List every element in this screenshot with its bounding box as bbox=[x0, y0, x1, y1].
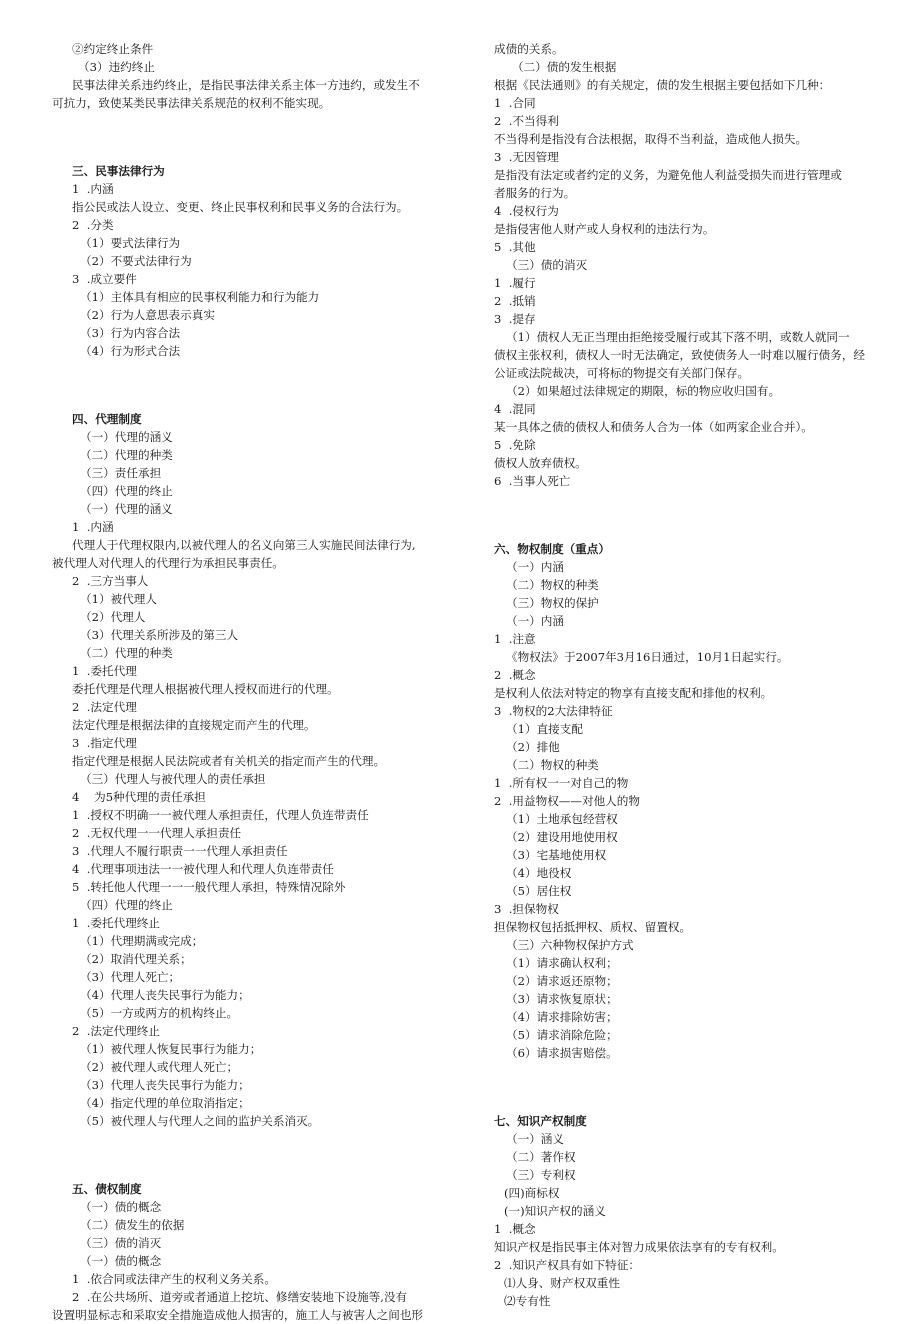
text-line: （3）代理关系所涉及的第三人 bbox=[80, 628, 239, 642]
text-line: （2）取消代理关系； bbox=[80, 952, 192, 966]
text-line: 成债的关系。 bbox=[494, 42, 564, 56]
text-line: 不当得利是指没有合法根据，取得不当利益，造成他人损失。 bbox=[494, 132, 808, 146]
text-line: 2 .不当得利 bbox=[494, 114, 559, 128]
text-line: 4 为5种代理的责任承担 bbox=[72, 790, 206, 804]
text-line: 1 .内涵 bbox=[72, 182, 114, 196]
blank-line bbox=[52, 128, 464, 146]
text-line: 2 .知识产权具有如下特征： bbox=[494, 1258, 640, 1272]
text-line: （一）涵义 bbox=[506, 1132, 564, 1146]
text-line: 4 .代理事项违法一一被代理人和代理人负连带责任 bbox=[72, 862, 334, 876]
text-line: 是指侵害他人财产或人身权利的违法行为。 bbox=[494, 222, 715, 236]
section-heading: 四、代理制度 bbox=[72, 412, 142, 426]
left-column bbox=[52, 40, 464, 1324]
text-line: （三）责任承担 bbox=[80, 466, 162, 480]
text-line: 4 .混同 bbox=[494, 402, 536, 416]
text-line: （一）代理的涵义 bbox=[80, 502, 173, 516]
text-line: （二）债发生的依据 bbox=[80, 1218, 185, 1232]
text-line: 是指没有法定或者约定的义务，为避免他人利益受损失而进行管理或 bbox=[494, 168, 842, 182]
text-line: （3）请求恢复原状； bbox=[506, 992, 618, 1006]
text-line: （1）直接支配 bbox=[506, 722, 583, 736]
text-line: 6 .当事人死亡 bbox=[494, 474, 571, 488]
text-line: 公证或法院裁决，可将标的物提交有关部门保存。 bbox=[494, 366, 750, 380]
text-line: 指公民或法人设立、变更、终止民事权利和民事义务的合法行为。 bbox=[72, 200, 409, 214]
text-line: 根据《民法通则》的有关规定，债的发生根据主要包括如下几种： bbox=[494, 78, 831, 92]
text-line: （三）专利权 bbox=[506, 1168, 576, 1182]
text-line: （6）请求损害赔偿。 bbox=[506, 1046, 618, 1060]
text-line: （1）主体具有相应的民事权利能力和行为能力 bbox=[80, 290, 320, 304]
text-line: （5）请求消除危险； bbox=[506, 1028, 618, 1042]
text-line: （四）代理的终止 bbox=[80, 484, 173, 498]
text-line: （一）债的概念 bbox=[80, 1254, 162, 1268]
text-line: 债权人放弃债权。 bbox=[494, 456, 587, 470]
right-column bbox=[494, 40, 886, 1310]
text-line: 2 .法定代理终止 bbox=[72, 1024, 160, 1038]
text-line: （2）排他 bbox=[506, 740, 560, 754]
text-line: （1）土地承包经营权 bbox=[506, 812, 618, 826]
text-line: ②约定终止条件 bbox=[72, 42, 154, 56]
text-line: （1）请求确认权利； bbox=[506, 956, 618, 970]
blank-line bbox=[52, 376, 464, 394]
text-line: 1 .注意 bbox=[494, 632, 536, 646]
text-line: （5）一方或两方的机构终止。 bbox=[80, 1006, 239, 1020]
text-line: 《物权法》于2007年3月16日通过，10月1日起实行。 bbox=[506, 650, 789, 664]
text-line: 2 .在公共场所、道旁或者通道上挖坑、修缮安装地下设施等,没有 bbox=[72, 1290, 408, 1304]
text-line: 1 .委托代理终止 bbox=[72, 916, 160, 930]
section-heading: 三、民事法律行为 bbox=[72, 164, 165, 178]
text-line: 指定代理是根据人民法院或者有关机关的指定而产生的代理。 bbox=[72, 754, 386, 768]
text-line: （4）请求排除妨害； bbox=[506, 1010, 618, 1024]
text-line: 3 .指定代理 bbox=[72, 736, 137, 750]
text-line: （二）著作权 bbox=[506, 1150, 576, 1164]
text-line: （4）代理人丧失民事行为能力； bbox=[80, 988, 250, 1002]
text-line: （2）不要式法律行为 bbox=[80, 254, 192, 268]
text-line: 2 .分类 bbox=[72, 218, 114, 232]
text-line: （二）债的发生根据 bbox=[512, 60, 617, 74]
text-line: (四)商标权 bbox=[504, 1186, 560, 1200]
text-line: （5）被代理人与代理人之间的监护关系消灭。 bbox=[80, 1114, 320, 1128]
text-line: （一）内涵 bbox=[506, 614, 564, 628]
text-line: 设置明显标志和采取安全措施造成他人损害的，施工人与被害人之间也形 bbox=[52, 1308, 424, 1322]
section-heading: 七、知识产权制度 bbox=[494, 1114, 587, 1128]
text-line: （2）如果超过法律规定的期限，标的物应收归国有。 bbox=[506, 384, 781, 398]
text-line: 被代理人对代理人的代理行为承担民事责任。 bbox=[52, 556, 284, 570]
text-line: （三）物权的保护 bbox=[506, 596, 599, 610]
text-line: 2 .抵销 bbox=[494, 294, 536, 308]
text-line: 5 .免除 bbox=[494, 438, 536, 452]
text-line: （2）建设用地使用权 bbox=[506, 830, 618, 844]
text-line: （三）债的消灭 bbox=[506, 258, 588, 272]
text-line: （1）要式法律行为 bbox=[80, 236, 181, 250]
text-line: （3）行为内容合法 bbox=[80, 326, 181, 340]
text-line: 债权主张权利，债权人一时无法确定，致使债务人一时难以履行债务，经 bbox=[494, 348, 866, 362]
text-line: （三）六种物权保护方式 bbox=[506, 938, 634, 952]
section-heading: 五、债权制度 bbox=[72, 1182, 142, 1196]
text-line: ⑴人身、财产权双重性 bbox=[504, 1276, 620, 1290]
text-line: 是权利人依法对特定的物享有直接支配和排他的权利。 bbox=[494, 686, 773, 700]
text-line: 2 .三方当事人 bbox=[72, 574, 149, 588]
text-line: 1 .履行 bbox=[494, 276, 536, 290]
text-line: 知识产权是指民事主体对智力成果依法享有的专有权利。 bbox=[494, 1240, 784, 1254]
text-line: （一）代理的涵义 bbox=[80, 430, 173, 444]
text-line: （2）行为人意思表示真实 bbox=[80, 308, 215, 322]
text-line: （2）请求返还原物； bbox=[506, 974, 618, 988]
text-line: 5 .转托他人代理一一一般代理人承担，特殊情况除外 bbox=[72, 880, 346, 894]
text-line: （四）代理的终止 bbox=[80, 898, 173, 912]
text-line: 1 .依合同或法律产生的权利义务关系。 bbox=[72, 1272, 276, 1286]
text-line: （3）代理人丧失民事行为能力； bbox=[80, 1078, 250, 1092]
text-line: 1 .合同 bbox=[494, 96, 536, 110]
text-line: ⑵专有性 bbox=[504, 1294, 551, 1308]
text-line: 2 .无权代理一一代理人承担责任 bbox=[72, 826, 242, 840]
text-line: 者服务的行为。 bbox=[494, 186, 576, 200]
text-line: （4）指定代理的单位取消指定； bbox=[80, 1096, 250, 1110]
text-line: 4 .侵权行为 bbox=[494, 204, 559, 218]
text-line: （4）地役权 bbox=[506, 866, 572, 880]
text-line: （5）居住权 bbox=[506, 884, 572, 898]
text-line: （一）债的概念 bbox=[80, 1200, 162, 1214]
text-line: 1 .委托代理 bbox=[72, 664, 137, 678]
text-line: 3 .代理人不履行职责一一代理人承担责任 bbox=[72, 844, 288, 858]
text-line: 2 .法定代理 bbox=[72, 700, 137, 714]
blank-line bbox=[494, 1078, 886, 1096]
text-line: 民事法律关系违约终止，是指民事法律关系主体一方违约，或发生不 bbox=[72, 78, 420, 92]
section-heading: 六、物权制度（重点） bbox=[494, 542, 610, 556]
text-line: （二）物权的种类 bbox=[506, 578, 599, 592]
text-line: 5 .其他 bbox=[494, 240, 536, 254]
text-line: （一）内涵 bbox=[506, 560, 564, 574]
blank-line bbox=[494, 506, 886, 524]
text-line: 1 .授权不明确一一被代理人承担责任，代理人负连带责任 bbox=[72, 808, 369, 822]
text-line: 1 .所有权一一对自己的物 bbox=[494, 776, 629, 790]
text-line: （1）被代理人恢复民事行为能力； bbox=[80, 1042, 262, 1056]
text-line: （二）代理的种类 bbox=[80, 646, 173, 660]
text-line: （三）债的消灭 bbox=[80, 1236, 162, 1250]
text-line: （3）宅基地使用权 bbox=[506, 848, 607, 862]
text-line: 2 .用益物权——对他人的物 bbox=[494, 794, 640, 808]
text-line: （2）代理人 bbox=[80, 610, 146, 624]
text-line: 3 .提存 bbox=[494, 312, 536, 326]
text-line: 3 .无因管理 bbox=[494, 150, 559, 164]
text-line: （二）物权的种类 bbox=[506, 758, 599, 772]
text-line: （4）行为形式合法 bbox=[80, 344, 181, 358]
text-line: （1）被代理人 bbox=[80, 592, 157, 606]
text-line: 法定代理是根据法律的直接规定而产生的代理。 bbox=[72, 718, 316, 732]
text-line: 担保物权包括抵押权、质权、留置权。 bbox=[494, 920, 692, 934]
text-line: (一)知识产权的涵义 bbox=[504, 1204, 606, 1218]
text-line: （2）被代理人或代理人死亡； bbox=[80, 1060, 239, 1074]
text-line: 1 .概念 bbox=[494, 1222, 536, 1236]
text-line: 3 .担保物权 bbox=[494, 902, 559, 916]
text-line: 2 .概念 bbox=[494, 668, 536, 682]
text-line: 某一具体之债的债权人和债务人合为一体（如两家企业合并）。 bbox=[494, 420, 813, 434]
text-line: （3）代理人死亡； bbox=[80, 970, 181, 984]
text-line: 代理人于代理权限内,以被代理人的名义向第三人实施民间法律行为, bbox=[72, 538, 416, 552]
text-line: 3 .成立要件 bbox=[72, 272, 137, 286]
text-line: （三）代理人与被代理人的责任承担 bbox=[80, 772, 266, 786]
text-line: 可抗力，致使某类民事法律关系规范的权利不能实现。 bbox=[52, 96, 331, 110]
text-line: 委托代理是代理人根据被代理人授权而进行的代理。 bbox=[72, 682, 339, 696]
text-line: （3）违约终止 bbox=[78, 60, 155, 74]
blank-line bbox=[52, 1146, 464, 1164]
text-line: （1）债权人无正当理由拒绝接受履行或其下落不明，或数人就同一 bbox=[506, 330, 850, 344]
text-line: 3 .物权的2大法律特征 bbox=[494, 704, 613, 718]
text-line: （二）代理的种类 bbox=[80, 448, 173, 462]
text-line: （1）代理期满或完成； bbox=[80, 934, 204, 948]
text-line: 1 .内涵 bbox=[72, 520, 114, 534]
